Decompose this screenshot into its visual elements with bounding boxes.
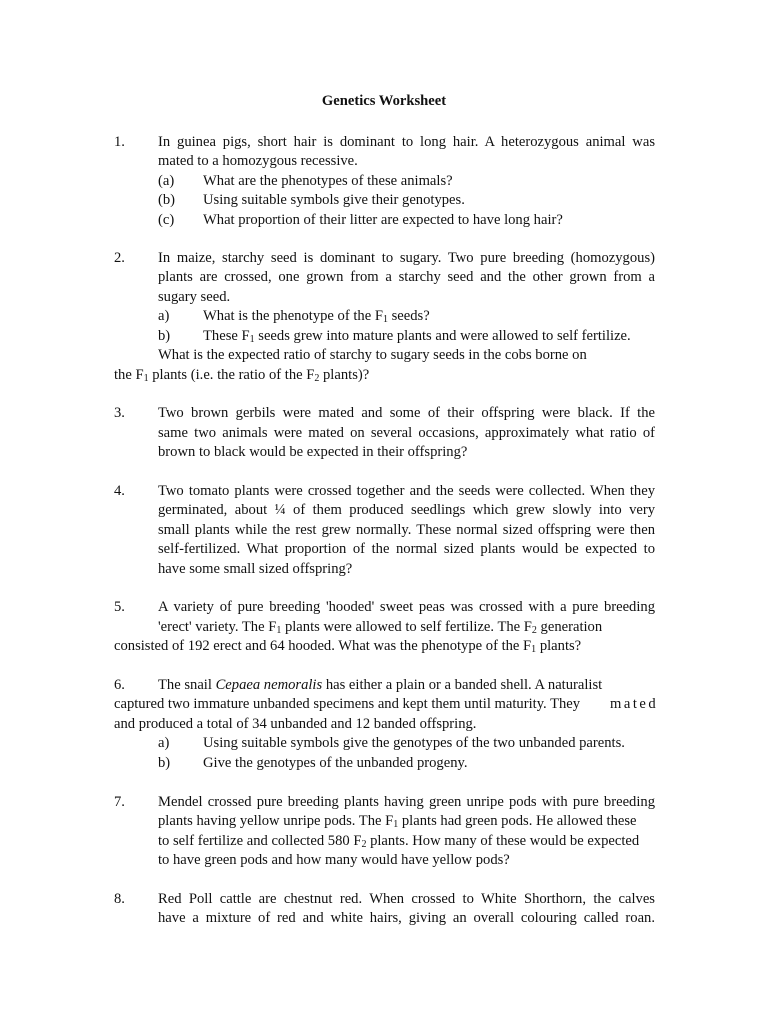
question-text-line: consisted of 192 erect and 64 hooded. What was the phenotype of the $F_1$ plants? bbox=[114, 638, 582, 655]
question-text-line: have a mixture of red and white hairs, giving an overall colouring called roan. bbox=[158, 910, 655, 926]
question-text-line: the $F_1$ plants (i.e. the ratio of the $F_2$ plants)? bbox=[114, 367, 370, 384]
part-label: b) bbox=[158, 328, 171, 344]
question-text-line: Two brown gerbils were mated and some of their offspring were black. If the bbox=[158, 405, 655, 421]
part-text: What are the phenotypes of these animals? bbox=[203, 173, 453, 189]
question-text-line: What is the expected ratio of starchy to sugary seeds in the cobs borne on bbox=[158, 347, 587, 363]
part-text: What is the phenotype of the $F_1$ seeds? bbox=[203, 308, 430, 325]
question-text-line: same two animals were mated on several occasions, approximately what ratio of bbox=[158, 425, 655, 441]
question-number: 2. bbox=[114, 250, 125, 266]
species-name: Cepaea nemoralis bbox=[215, 677, 323, 693]
part-label: (a) bbox=[158, 173, 175, 189]
part-label: (b) bbox=[158, 192, 176, 208]
part-label: a) bbox=[158, 735, 170, 751]
question-text-line: plants having yellow unripe pods. The $F_1$ plants had green pods. He allowed these bbox=[158, 813, 637, 830]
question-text-line: sugary seed. bbox=[158, 289, 231, 305]
question-text-line: The snail Cepaea nemoralis has either a plain or a banded shell. A naturalist bbox=[158, 677, 603, 693]
question-text-line: to have green pods and how many would have yellow pods? bbox=[158, 852, 510, 868]
question-number: 6. bbox=[114, 677, 125, 693]
question-text-line: In maize, starchy seed is dominant to sugary. Two pure breeding (homozygous) bbox=[158, 250, 655, 266]
question-number: 1. bbox=[114, 134, 125, 150]
question-number: 7. bbox=[114, 794, 125, 810]
question-text-line: self-fertilized. What proportion of the normal sized plants would be expected to bbox=[158, 541, 655, 557]
part-text: Using suitable symbols give the genotypes of the two unbanded parents. bbox=[203, 735, 625, 751]
part-label: (c) bbox=[158, 212, 175, 228]
question-text-line: plants are crossed, one grown from a starchy seed and the other grown from a bbox=[158, 269, 655, 285]
question-text-line: brown to black would be expected in their offspring? bbox=[158, 444, 468, 460]
part-label: b) bbox=[158, 755, 171, 771]
question-text-line: In guinea pigs, short hair is dominant to long hair. A heterozygous animal was bbox=[158, 134, 655, 150]
question-text-line: captured two immature unbanded specimens and kept them until maturity. They bbox=[114, 696, 581, 712]
page-title: Genetics Worksheet bbox=[321, 93, 447, 109]
question-text-line: 'erect' variety. The $F_1$ plants were allowed to self fertilize. The $F_2$ generation bbox=[158, 619, 603, 636]
part-text: These $F_1$ seeds grew into mature plants and were allowed to self fertilize. bbox=[203, 328, 631, 345]
question-number: 5. bbox=[114, 599, 125, 615]
question-text-line: Two tomato plants were crossed together and the seeds were collected. When they bbox=[158, 483, 655, 499]
question-text-line: mated to a homozygous recessive. bbox=[158, 153, 358, 169]
question-number: 8. bbox=[114, 891, 125, 907]
question-text-line: small plants while the rest grew normally. These normal sized offspring were then bbox=[158, 522, 655, 538]
question-text-line: A variety of pure breeding 'hooded' sweet peas was crossed with a pure breeding bbox=[158, 599, 655, 615]
question-text-line: and produced a total of 34 unbanded and 12 banded offspring. bbox=[114, 716, 477, 732]
question-number: 3. bbox=[114, 405, 125, 421]
part-label: a) bbox=[158, 308, 170, 324]
part-text: Using suitable symbols give their genotypes. bbox=[203, 192, 465, 208]
part-text: Give the genotypes of the unbanded progeny. bbox=[203, 755, 468, 771]
question-text-line: have some small sized offspring? bbox=[158, 561, 353, 577]
part-text: What proportion of their litter are expected to have long hair? bbox=[203, 212, 563, 228]
spaced-word: mated bbox=[610, 696, 659, 712]
question-text-line: Mendel crossed pure breeding plants having green unripe pods with pure breeding bbox=[158, 794, 655, 810]
question-text-line: germinated, about ¼ of them produced seedlings which grew slowly into very bbox=[158, 502, 655, 518]
question-text-line: Red Poll cattle are chestnut red. When crossed to White Shorthorn, the calves bbox=[158, 891, 655, 907]
question-text-line: to self fertilize and collected 580 $F_2$ plants. How many of these would be expected bbox=[158, 833, 640, 850]
question-number: 4. bbox=[114, 483, 125, 499]
